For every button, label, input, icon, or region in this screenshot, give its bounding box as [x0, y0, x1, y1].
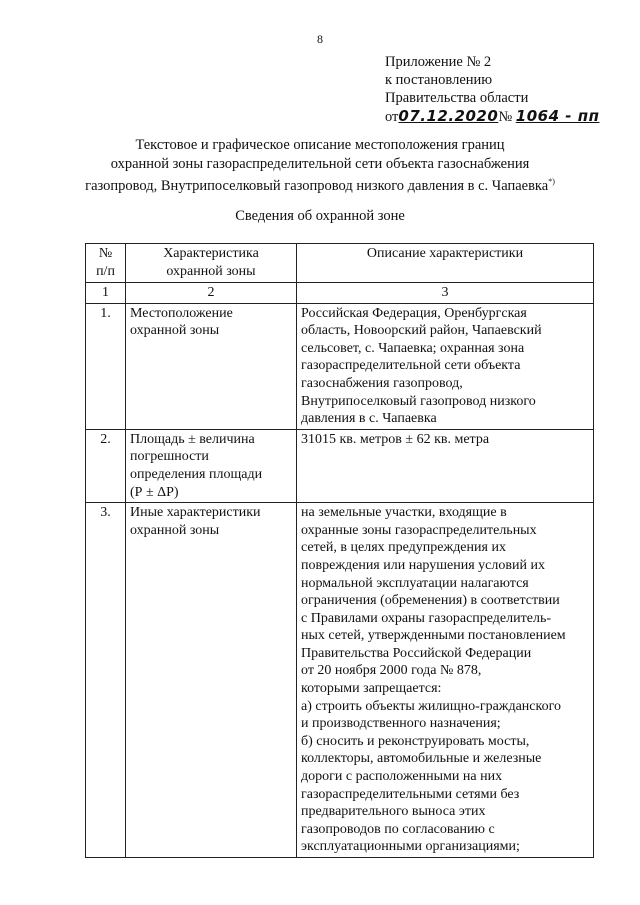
- date-prefix: от: [385, 109, 399, 125]
- row-description: [297, 503, 594, 858]
- characteristic-line: охранной зоны: [130, 323, 220, 339]
- appendix-line-3: Правительства области: [385, 90, 529, 106]
- row-description: [297, 429, 594, 502]
- column-number: 3: [297, 283, 594, 304]
- table-row: [86, 503, 594, 858]
- description-line: газораспределительной сети объекта: [301, 358, 521, 374]
- appendix-line-1: Приложение № 2: [385, 54, 492, 70]
- description-line: а) строить объекты жилищно-гражданского: [301, 698, 561, 714]
- row-characteristic: [126, 503, 297, 858]
- handwritten-date: 07.12.2020: [398, 107, 499, 125]
- column-number-row: [86, 283, 594, 304]
- appendix-date-line: [385, 107, 599, 126]
- description-line: дороги с расположенными на них: [301, 769, 503, 785]
- zone-info-table: [85, 243, 594, 858]
- description-line: которыми запрещается:: [301, 681, 442, 697]
- description-line: нормальной эксплуатации налагаются: [301, 575, 529, 591]
- description-line: газораспределительными сетями без: [301, 786, 520, 802]
- header-characteristic-line-1: Характеристика: [163, 246, 259, 261]
- row-number: 3.: [86, 503, 126, 858]
- description-line: коллекторы, автомобильные и железные: [301, 751, 542, 767]
- characteristic-line: охранной зоны: [130, 522, 220, 538]
- description-line: с Правилами охраны газораспределитель-: [301, 610, 551, 626]
- title-line-1: Текстовое и графическое описание местоположения границ: [135, 137, 505, 153]
- description-line: ограничения (обременения) в соответствии: [301, 593, 560, 609]
- row-number: 2.: [86, 429, 126, 502]
- description-line: от 20 ноября 2000 года № 878,: [301, 663, 482, 679]
- table-header-row: [86, 244, 594, 283]
- header-characteristic-line-2: охранной зоны: [166, 263, 256, 279]
- document-title: [0, 136, 640, 196]
- table-body: [86, 303, 594, 857]
- title-line-2: охранной зоны газораспределительной сети объекта газоснабжения: [110, 155, 530, 172]
- header-description-line-1: Описание характеристики: [366, 246, 524, 261]
- title-line-3-text: газопровод, Внутрипоселковый газопровод низкого давления в с. Чапаевка: [85, 178, 549, 194]
- appendix-line-2: к постановлению: [385, 72, 493, 88]
- description-line: б) сносить и реконструировать мосты,: [301, 733, 530, 749]
- description-line: эксплуатационными организациями;: [301, 839, 520, 855]
- header-number-line-2: п/п: [96, 263, 115, 279]
- characteristic-line: определения площади: [130, 466, 263, 482]
- title-line-3: [0, 173, 640, 196]
- row-number: 1.: [86, 303, 126, 429]
- characteristic-line: погрешности: [130, 449, 209, 465]
- description-line: газоснабжения газопровод,: [301, 375, 463, 391]
- characteristic-line: Местоположение: [130, 305, 233, 321]
- row-characteristic: [126, 303, 297, 429]
- description-line: на земельные участки, входящие в: [301, 505, 507, 521]
- header-description: [297, 244, 594, 283]
- characteristic-line: Площадь ± величина: [130, 431, 255, 447]
- description-line: Правительства Российской Федерации: [301, 645, 532, 661]
- description-line: 31015 кв. метров ± 62 кв. метра: [301, 431, 490, 447]
- section-subtitle: Сведения об охранной зоне: [235, 208, 405, 224]
- header-number-line-1: №: [98, 246, 113, 261]
- description-line: сетей, в целях предупреждения их: [301, 540, 506, 556]
- description-line: Внутрипоселковый газопровод низкого: [301, 393, 536, 409]
- header-characteristic: [126, 244, 297, 283]
- column-number: 2: [126, 283, 297, 304]
- characteristic-line: Иные характеристики: [130, 505, 261, 521]
- page-number: 8: [317, 32, 323, 46]
- header-number: [86, 244, 126, 283]
- column-number: 1: [86, 283, 126, 304]
- description-line: и производственного назначения;: [301, 716, 501, 732]
- row-description: [297, 303, 594, 429]
- description-line: давления в с. Чапаевка: [301, 411, 437, 427]
- table-row: [86, 429, 594, 502]
- description-line: ных сетей, утвержденными постановлением: [301, 628, 566, 644]
- description-line: Российская Федерация, Оренбургская: [301, 305, 527, 321]
- description-line: охранные зоны газораспределительных: [301, 522, 537, 538]
- description-line: газопроводов по согласованию с: [301, 821, 495, 837]
- number-prefix: №: [498, 109, 513, 125]
- footnote-mark: *): [548, 177, 555, 186]
- handwritten-number: 1064 - пп: [515, 107, 600, 125]
- row-characteristic: [126, 429, 297, 502]
- description-line: область, Новоорский район, Чапаевский: [301, 323, 542, 339]
- description-line: сельсовет, с. Чапаевка; охранная зона: [301, 340, 525, 356]
- description-line: повреждения или нарушения условий их: [301, 557, 545, 573]
- description-line: предварительного выноса этих: [301, 804, 486, 820]
- table-row: [86, 303, 594, 429]
- appendix-block: [385, 53, 599, 126]
- characteristic-line: (Р ± ΔР): [130, 484, 179, 500]
